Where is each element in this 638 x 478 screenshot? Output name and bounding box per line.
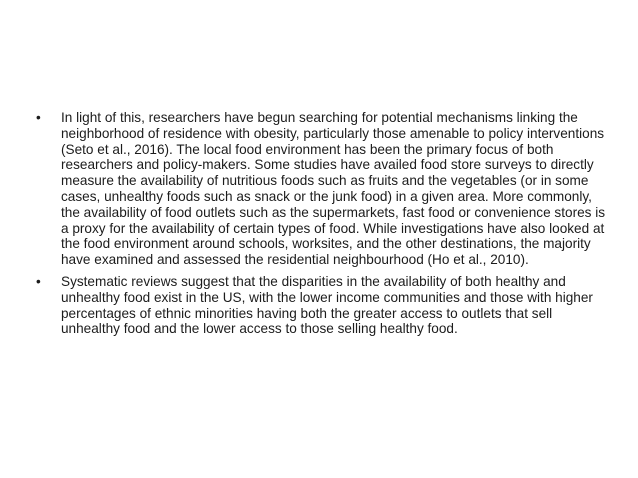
- bullet-marker: •: [36, 110, 41, 125]
- bullet-text: In light of this, researchers have begun searching for potential mechanisms linking the neighborhood of residence with obesity, particularly those amenable to policy interventions (Seto et al., 2016). The local food environment has been the primary focus of both researchers and policy-makers. Some studies have availed food store surveys to directly measure the availability of nutritious foods such as fruits and the vegetables (or in some cases, unhealthy foods such as snack or the junk food) in a given area. More commonly, the availability of food outlets such as the supermarkets, fast food or convenience stores is a proxy for the availability of certain types of food. While investigations have also looked at the food environment around schools, worksites, and the other destinations, the majority have examined and assessed the residential neighbourhood (Ho et al., 2010).: [61, 110, 606, 268]
- bullet-item: [36, 110, 606, 268]
- bullet-list: [36, 110, 606, 343]
- bullet-marker: •: [36, 273, 41, 289]
- bullet-item: [36, 274, 606, 337]
- bullet-text: Systematic reviews suggest that the disparities in the availability of both healthy and unhealthy food exist in the US, with the lower income communities and those with higher percentages of ethnic minorities having both the greater access to outlets that sell unhealthy food and the lower access to those selling healthy food.: [61, 273, 593, 337]
